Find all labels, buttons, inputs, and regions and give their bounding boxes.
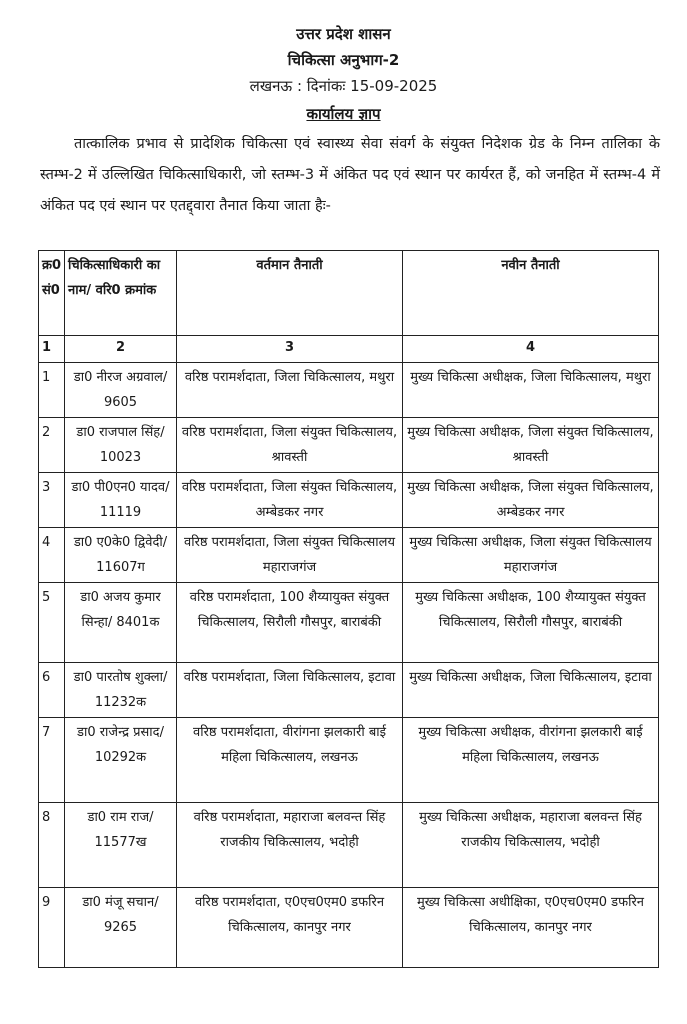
current-posting-cell: वरिष्ठ परामर्शदाता, जिला संयुक्त चिकित्सालय, अम्बेडकर नगर [177, 473, 403, 528]
serial-cell: 9 [39, 888, 65, 968]
serial-cell: 2 [39, 418, 65, 473]
column-number: 2 [65, 336, 177, 363]
new-posting-cell: मुख्य चिकित्सा अधीक्षक, वीरांगना झलकारी बाई महिला चिकित्सालय, लखनऊ [403, 718, 659, 803]
current-posting-cell: वरिष्ठ परामर्शदाता, जिला संयुक्त चिकित्सालय महाराजगंज [177, 528, 403, 583]
table-row [39, 718, 659, 803]
new-posting-cell: मुख्य चिकित्सा अधीक्षक, महाराजा बलवन्त सिंह राजकीय चिकित्सालय, भदोही [403, 803, 659, 888]
current-posting-cell: वरिष्ठ परामर्शदाता, ए0एच0एम0 डफरिन चिकित्सालय, कानपुर नगर [177, 888, 403, 968]
new-posting-cell: मुख्य चिकित्सा अधीक्षक, जिला चिकित्सालय, मथुरा [403, 363, 659, 418]
name-cell: डा0 राजपाल सिंह/ 10023 [65, 418, 177, 473]
new-posting-cell: मुख्य चिकित्सा अधीक्षक, 100 शैय्यायुक्त संयुक्त चिकित्सालय, सिरौली गौसपुर, बाराबंकी [403, 583, 659, 663]
current-posting-cell: वरिष्ठ परामर्शदाता, वीरांगना झलकारी बाई महिला चिकित्सालय, लखनऊ [177, 718, 403, 803]
column-number: 4 [403, 336, 659, 363]
table-row [39, 363, 659, 418]
new-posting-cell: मुख्य चिकित्सा अधीक्षक, जिला संयुक्त चिकित्सालय, श्रावस्ती [403, 418, 659, 473]
table-row [39, 803, 659, 888]
name-cell: डा0 नीरज अग्रवाल/ 9605 [65, 363, 177, 418]
name-cell: डा0 राम राज/ 11577ख [65, 803, 177, 888]
current-posting-cell: वरिष्ठ परामर्शदाता, जिला चिकित्सालय, मथुरा [177, 363, 403, 418]
date-line: लखनऊ : दिनांकः 15-09-2025 [249, 77, 438, 95]
column-number: 1 [39, 336, 65, 363]
name-cell: डा0 पारतोष शुक्ला/ 11232क [65, 663, 177, 718]
new-posting-cell: मुख्य चिकित्सा अधीक्षिका, ए0एच0एम0 डफरिन चिकित्सालय, कानपुर नगर [403, 888, 659, 968]
section-title: चिकित्सा अनुभाग-2 [287, 51, 400, 69]
name-cell: डा0 राजेन्द्र प्रसाद/ 10292क [65, 718, 177, 803]
new-posting-cell: मुख्य चिकित्सा अधीक्षक, जिला संयुक्त चिकित्सालय महाराजगंज [403, 528, 659, 583]
serial-cell: 3 [39, 473, 65, 528]
current-posting-cell: वरिष्ठ परामर्शदाता, जिला चिकित्सालय, इटावा [177, 663, 403, 718]
serial-cell: 8 [39, 803, 65, 888]
table-row [39, 888, 659, 968]
header-name: चिकित्साधिकारी का नाम/ वरि0 क्रमांक [65, 251, 177, 336]
table-row [39, 663, 659, 718]
serial-cell: 6 [39, 663, 65, 718]
table-row [39, 418, 659, 473]
name-cell: डा0 ए0के0 द्विवेदी/ 11607ग [65, 528, 177, 583]
table-header-row [39, 251, 659, 336]
memo-heading [0, 104, 687, 124]
intro-paragraph: तात्कालिक प्रभाव से प्रादेशिक चिकित्सा एवं स्वास्थ्य सेवा संवर्ग के संयुक्त निदेशक ग्रेड के निम्न तालिका के स्तम्भ-2 में उल्लिखित चिकित्साधिकारी, जो स्तम्भ-3 में अंकित पद एवं स्थान पर कार्यरत हैं, को जनहित में स्तम्भ-4 में अंकित पद एवं स्थान पर एतद्द्वारा तैनात किया जाता हैः- [40, 136, 660, 214]
new-posting-cell: मुख्य चिकित्सा अधीक्षक, जिला संयुक्त चिकित्सालय, अम्बेडकर नगर [403, 473, 659, 528]
current-posting-cell: वरिष्ठ परामर्शदाता, जिला संयुक्त चिकित्सालय, श्रावस्ती [177, 418, 403, 473]
current-posting-cell: वरिष्ठ परामर्शदाता, महाराजा बलवन्त सिंह राजकीय चिकित्सालय, भदोही [177, 803, 403, 888]
serial-cell: 4 [39, 528, 65, 583]
table-row [39, 583, 659, 663]
header-serial: क्र0 सं0 [39, 251, 65, 336]
serial-cell: 1 [39, 363, 65, 418]
government-title: उत्तर प्रदेश शासन [296, 25, 391, 43]
new-posting-cell: मुख्य चिकित्सा अधीक्षक, जिला चिकित्सालय, इटावा [403, 663, 659, 718]
memo-title: कार्यालय ज्ञाप [306, 105, 381, 123]
name-cell: डा0 मंजू सचान/ 9265 [65, 888, 177, 968]
serial-cell: 7 [39, 718, 65, 803]
table-row [39, 528, 659, 583]
column-number-row [39, 336, 659, 363]
name-cell: डा0 पी0एन0 यादव/ 11119 [65, 473, 177, 528]
name-cell: डा0 अजय कुमार सिन्हा/ 8401क [65, 583, 177, 663]
header-new-posting: नवीन तैनाती [403, 251, 659, 336]
header-current-posting: वर्तमान तैनाती [177, 251, 403, 336]
serial-cell: 5 [39, 583, 65, 663]
posting-table [38, 250, 659, 968]
column-number: 3 [177, 336, 403, 363]
current-posting-cell: वरिष्ठ परामर्शदाता, 100 शैय्यायुक्त संयुक्त चिकित्सालय, सिरौली गौसपुर, बाराबंकी [177, 583, 403, 663]
table-row [39, 473, 659, 528]
